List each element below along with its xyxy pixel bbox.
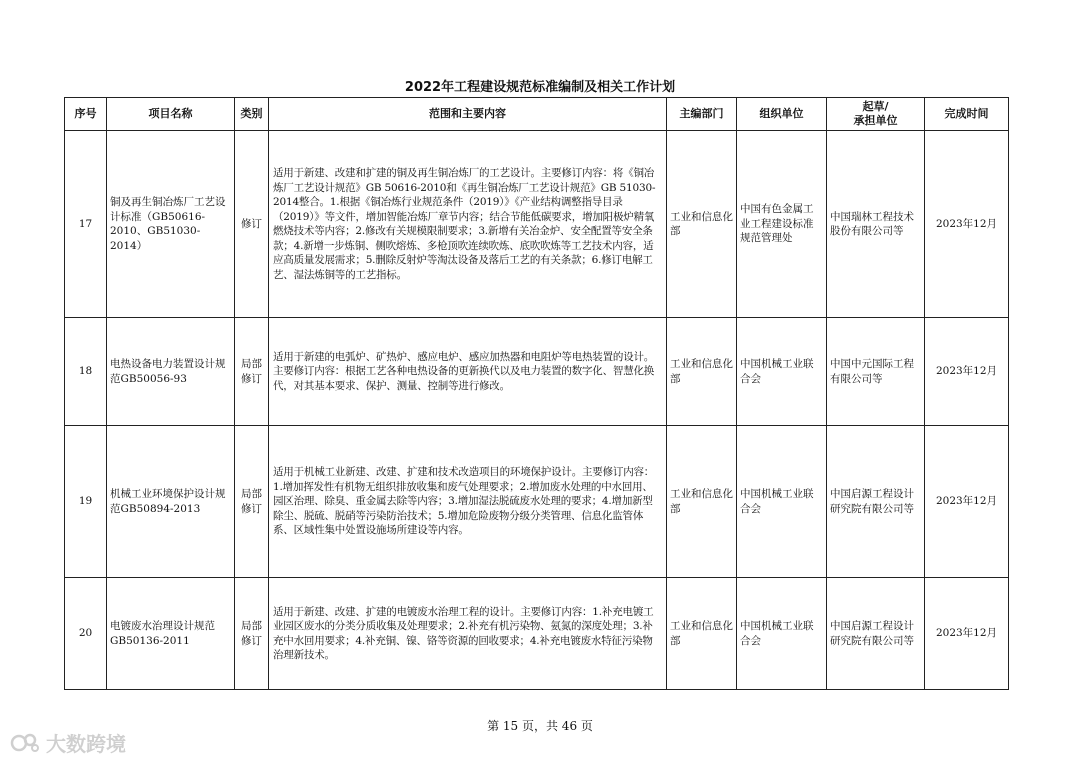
row-dept: 工业和信息化部	[667, 131, 737, 318]
row-dept: 工业和信息化部	[667, 578, 737, 690]
table-header-row	[65, 98, 1009, 131]
row-type: 局部修订	[235, 318, 269, 426]
row-drafter: 中国启源工程设计研究院有限公司等	[827, 578, 925, 690]
header-scope: 范围和主要内容	[269, 98, 667, 131]
row-deadline: 2023年12月	[925, 426, 1009, 578]
row-drafter: 中国中元国际工程有限公司等	[827, 318, 925, 426]
row-scope: 适用于新建、改建和扩建的铜及再生铜冶炼厂的工艺设计。主要修订内容：将《铜冶炼厂工艺设计规范》GB 50616-2010和《再生铜冶炼厂工艺设计规范》GB 51030-2014整合。1.根据《铜冶炼行业规范条件（2019）》《产业结构调整指导目录（2019）》等文件，增加智能冶炼厂章节内容；结合节能低碳要求，增加阳极炉精氧燃烧技术等内容；2.修改有关规模限制要求；3.新增有关冶金炉、安全配置等安全条款；4.新增一步炼铜、侧吹熔炼、多枪顶吹连续吹炼、底吹吹炼等工艺技术内容，适应高质量发展需求；5.删除反射炉等淘汰设备及落后工艺的有关条款；6.修订电解工艺、湿法炼铜等的工艺指标。	[269, 131, 667, 318]
row-type: 修订	[235, 131, 269, 318]
header-dept: 主编部门	[667, 98, 737, 131]
header-deadline: 完成时间	[925, 98, 1009, 131]
table-row	[65, 318, 1009, 426]
row-dept: 工业和信息化部	[667, 318, 737, 426]
watermark-logo-icon	[10, 731, 40, 755]
row-dept: 工业和信息化部	[667, 426, 737, 578]
row-project-name: 电热设备电力装置设计规范GB50056-93	[107, 318, 235, 426]
row-org: 中国机械工业联合会	[737, 318, 827, 426]
row-seq: 19	[65, 426, 107, 578]
row-seq: 20	[65, 578, 107, 690]
work-plan-table	[64, 97, 1009, 690]
table-row	[65, 578, 1009, 690]
row-drafter: 中国启源工程设计研究院有限公司等	[827, 426, 925, 578]
row-deadline: 2023年12月	[925, 131, 1009, 318]
header-name: 项目名称	[107, 98, 235, 131]
row-seq: 17	[65, 131, 107, 318]
header-drafter-line1: 起草/	[862, 100, 889, 113]
table-row	[65, 131, 1009, 318]
header-drafter	[827, 98, 925, 131]
row-deadline: 2023年12月	[925, 578, 1009, 690]
row-type: 局部修订	[235, 426, 269, 578]
row-project-name: 铜及再生铜冶炼厂工艺设计标准（GB50616-2010、GB51030-2014）	[107, 131, 235, 318]
row-scope: 适用于机械工业新建、改建、扩建和技术改造项目的环境保护设计。主要修订内容：1.增加挥发性有机物无组织排放收集和废气处理要求；2.增加废水处理的中水回用、园区治理、除臭、重金属去除等内容；3.增加湿法脱硫废水处理的要求；4.增加新型除尘、脱硫、脱硝等污染防治技术；5.增加危险废物分级分类管理、信息化监管体系、区域性集中处置设施场所建设等内容。	[269, 426, 667, 578]
header-drafter-line2: 承担单位	[853, 114, 898, 127]
header-org: 组织单位	[737, 98, 827, 131]
document-title: 2022年工程建设规范标准编制及相关工作计划	[404, 80, 676, 95]
header-type: 类别	[235, 98, 269, 131]
row-project-name: 电镀废水治理设计规范GB50136-2011	[107, 578, 235, 690]
row-scope: 适用于新建的电弧炉、矿热炉、感应电炉、感应加热器和电阻炉等电热装置的设计。主要修订内容：根据工艺各种电热设备的更新换代以及电力装置的数字化、智慧化换代，对其基本要求、保护、测量、控制等进行修改。	[269, 318, 667, 426]
row-type: 局部修订	[235, 578, 269, 690]
watermark	[10, 728, 126, 757]
row-org: 中国机械工业联合会	[737, 578, 827, 690]
row-deadline: 2023年12月	[925, 318, 1009, 426]
row-drafter: 中国瑞林工程技术股份有限公司等	[827, 131, 925, 318]
row-scope: 适用于新建、改建、扩建的电镀废水治理工程的设计。主要修订内容：1.补充电镀工业园区废水的分类分质收集及处理要求；2.补充有机污染物、氨氮的深度处理；3.补充中水回用要求；4.补充铜、镍、铬等资源的回收要求；4.补充电镀废水特征污染物治理新技术。	[269, 578, 667, 690]
table-row	[65, 426, 1009, 578]
page-footer: 第 15 页，共 46 页	[487, 719, 593, 733]
header-seq: 序号	[65, 98, 107, 131]
row-org: 中国机械工业联合会	[737, 426, 827, 578]
row-org: 中国有色金属工业工程建设标准规范管理处	[737, 131, 827, 318]
row-project-name: 机械工业环境保护设计规范GB50894-2013	[107, 426, 235, 578]
watermark-text: 大数跨境	[46, 732, 126, 756]
row-seq: 18	[65, 318, 107, 426]
